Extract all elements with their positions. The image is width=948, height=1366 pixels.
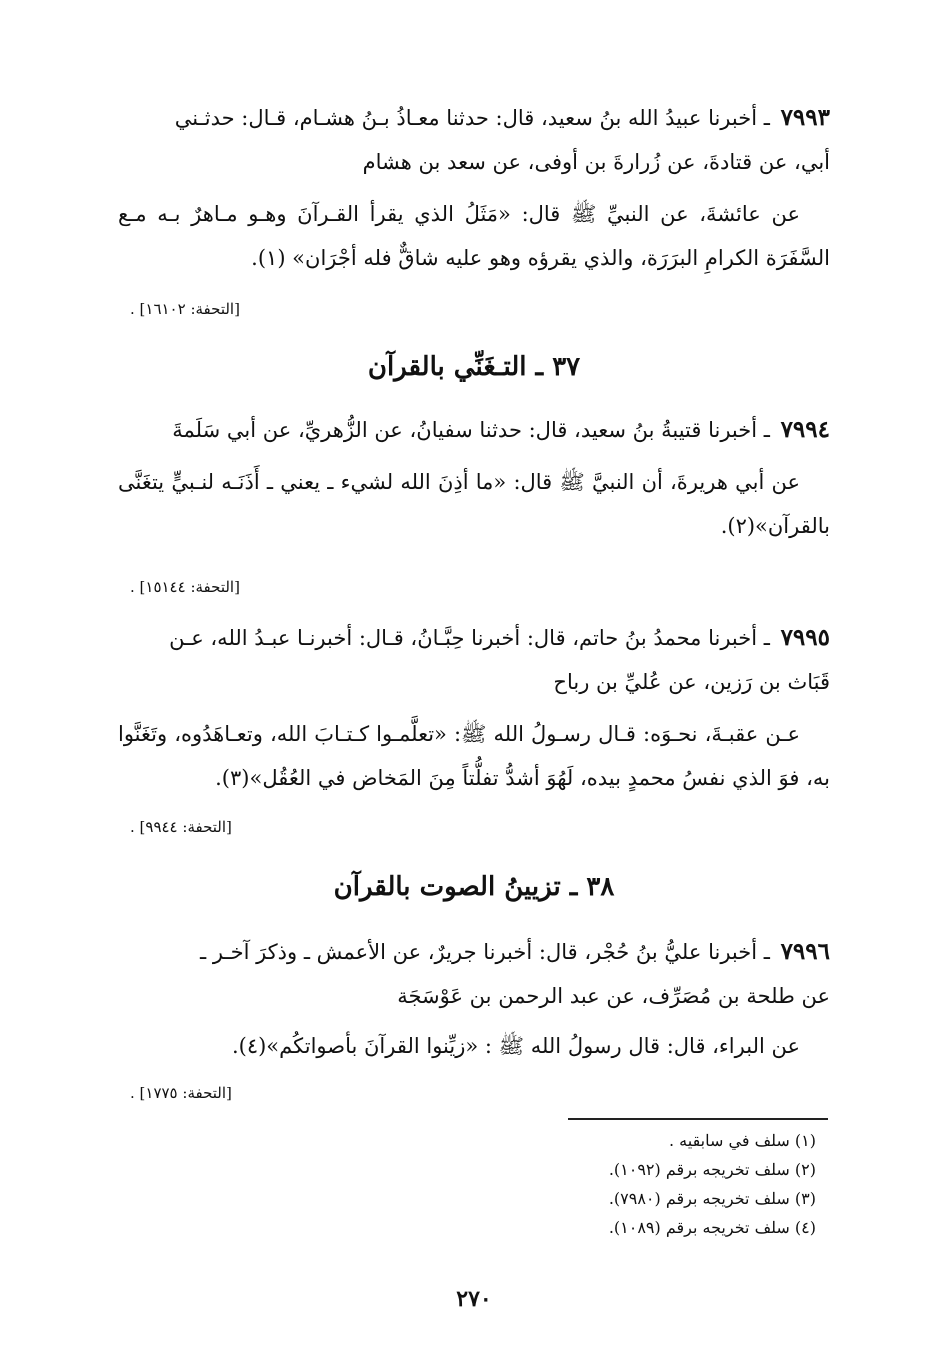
hadith-7996	[118, 930, 830, 1068]
hadith-isnad	[118, 616, 830, 660]
hadith-isnad	[118, 930, 830, 974]
hadith-isnad	[118, 96, 830, 140]
hadith-matn: عن عائشةَ، عن النبيِّ ﷺ قال: «مَثَلُ الذي يقرأ القـرآنَ وهـو مـاهرٌ بـه مـع السَّفَرَة الكرامِ البرَرَة، والذي يقرؤه وهو عليه شاقٌّ فله أجْرَان» (١).	[118, 202, 830, 270]
tuhfa-reference: [التحفة: ١٥١٤٤] .	[130, 578, 240, 596]
hadith-7995	[118, 616, 830, 800]
isnad-line-1: ـ أخبرنا عليُّ بنُ حُجْر، قال: أخبرنا جريرٌ، عن الأعمش ـ وذكرَ آخـر ـ	[200, 940, 770, 964]
hadith-number: ٧٩٩٥	[780, 624, 830, 651]
isnad-line-2: أبي، عن قتادةَ، عن زُرارةَ بن أوفى، عن سعد بن هشام	[362, 150, 830, 174]
isnad-line-2: قَبَاث بن رَزين، عن عُليِّ بن رباح	[553, 670, 830, 694]
tuhfa-reference: [التحفة: ١٦١٠٢] .	[130, 300, 240, 318]
footnote-item: (٤) سلف تخريجه برقم (١٠٨٩).	[608, 1218, 816, 1237]
footnote-item: (٢) سلف تخريجه برقم (١٠٩٢).	[608, 1160, 816, 1179]
hadith-isnad	[118, 408, 830, 452]
hadith-matn: عن البراء، قال: قال رسولُ الله ﷺ : «زيِّنوا القرآنَ بأصواتكُم»(٤).	[231, 1034, 800, 1058]
chapter-heading-38: ٣٨ ـ تزيينُ الصوت بالقرآن	[333, 872, 615, 902]
hadith-7994	[118, 408, 830, 548]
hadith-7993	[118, 96, 830, 280]
isnad-line-2: عن طلحة بن مُصَرِّف، عن عبد الرحمن بن عَوْسَجَة	[397, 984, 830, 1008]
hadith-number: ٧٩٩٤	[780, 416, 830, 443]
page-number: ٢٧٠	[456, 1286, 492, 1312]
footnote-item: (٣) سلف تخريجه برقم (٧٩٨٠).	[608, 1189, 816, 1208]
footnote-item: (١) سلف في سابقيه .	[669, 1131, 816, 1150]
isnad-line-1: ـ أخبرنا عبيدُ الله بنُ سعيد، قال: حدثنا معـاذُ بـنُ هشـام، قـال: حدثـني	[174, 106, 770, 130]
hadith-matn: عـن عقبـةَ، نحـوَه: قـال رسـولُ الله ﷺ: «تعلَّمـوا كـتـابَ الله، وتعـاهَدُوه، وتَغَنَّوا به، فوَ الذي نفسُ محمدٍ بيده، لَهُوَ أشدُّ تفلُّتاً مِنَ المَخاض في العُقُل»(٣).	[118, 722, 830, 790]
hadith-number: ٧٩٩٦	[780, 938, 830, 965]
hadith-number: ٧٩٩٣	[780, 104, 830, 131]
isnad-line-1: ـ أخبرنا قتيبةُ بنُ سعيد، قال: حدثنا سفيانُ، عن الزُّهريِّ، عن أبي سَلَمةَ	[172, 418, 770, 442]
footnote-separator	[568, 1118, 828, 1120]
footnotes-list	[496, 1126, 816, 1242]
tuhfa-reference: [التحفة: ١٧٧٥] .	[130, 1084, 232, 1102]
hadith-matn: عن أبي هريرةَ، أن النبيَّ ﷺ قال: «ما أذِنَ الله لشيء ـ يعني ـ أَذَنَـه لنـبيٍّ يتغَنَّى بالقرآن»(٢).	[118, 470, 830, 538]
isnad-line-1: ـ أخبرنا محمدُ بنُ حاتم، قال: أخبرنا حِبَّـانُ، قـال: أخبرنـا عبـدُ الله، عـن	[169, 626, 770, 650]
chapter-heading-37: ٣٧ ـ التـغَنِّي بالقرآن	[367, 352, 581, 382]
tuhfa-reference: [التحفة: ٩٩٤٤] .	[130, 818, 232, 836]
